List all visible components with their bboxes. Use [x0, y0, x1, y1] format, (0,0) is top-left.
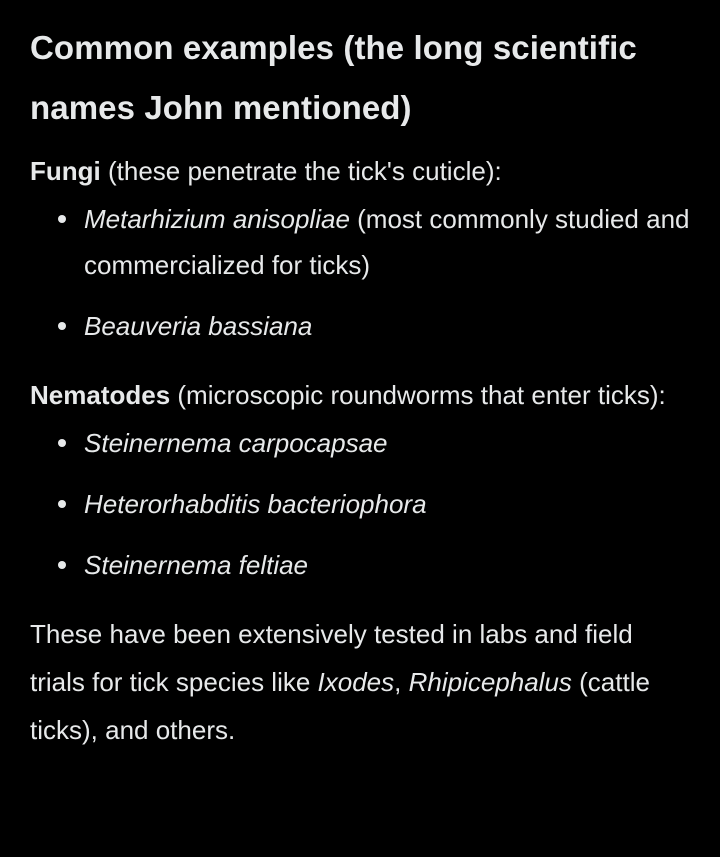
nematodes-intro [30, 371, 690, 419]
species-note: (most commonly studied and commercialized for ticks) [84, 204, 690, 280]
species-name: Steinernema feltiae [84, 550, 309, 580]
bullet-icon [58, 561, 66, 569]
fungi-list [30, 196, 690, 349]
nematodes-list [30, 420, 690, 588]
section-heading: Common examples (the long scientific names John mentioned) [30, 29, 637, 126]
list-item [84, 542, 690, 588]
closing-intro: These have been extensively tested in labs and field trials for tick species like [30, 619, 633, 697]
species-name: Metarhizium anisopliae [84, 204, 350, 234]
nematodes-description: (microscopic roundworms that enter ticks): [170, 380, 666, 410]
bullet-icon [58, 322, 66, 330]
list-item [84, 481, 690, 527]
fungi-description: (these penetrate the tick's cuticle): [100, 156, 502, 186]
bullet-icon [58, 439, 66, 447]
closing-separator: , [394, 667, 409, 697]
species-name: Beauveria bassiana [84, 311, 313, 341]
list-item [84, 303, 690, 349]
closing-paragraph [30, 610, 690, 754]
species-name: Heterorhabditis bacteriophora [84, 489, 427, 519]
fungi-label: Fungi [30, 156, 101, 186]
genus-ixodes: Ixodes [317, 667, 395, 697]
nematodes-label: Nematodes [30, 380, 171, 410]
list-item [84, 420, 690, 466]
genus-rhipicephalus: Rhipicephalus [408, 667, 572, 697]
bullet-icon [58, 215, 66, 223]
bullet-icon [58, 500, 66, 508]
closing-tail: (cattle ticks), and others. [30, 667, 650, 745]
list-item [84, 196, 690, 288]
species-name: Steinernema carpocapsae [84, 428, 388, 458]
fungi-intro [30, 147, 690, 195]
